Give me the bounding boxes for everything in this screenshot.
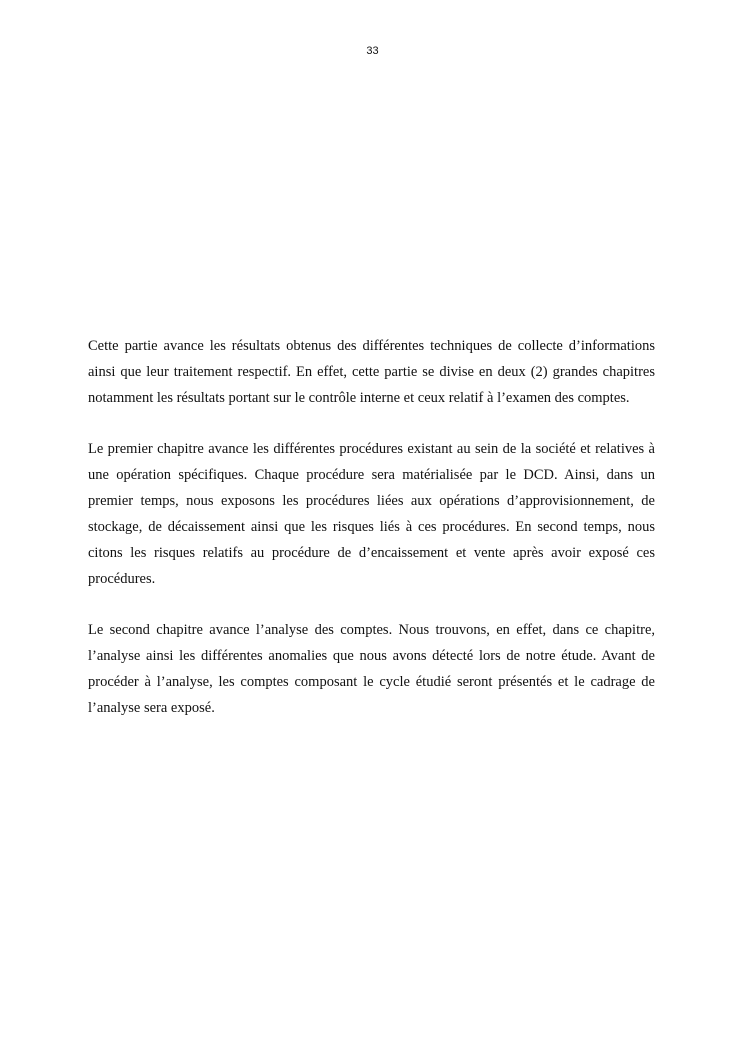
paragraph-second-chapter: Le second chapitre avance l’analyse des comptes. Nous trouvons, en effet, dans ce chapitre, l’analyse ainsi les différentes anomalies que nous avons détecté lors de notre étude. Avant de procéder à l’analyse, les comptes composant le cycle étudié seront présentés et le cadrage de l’analyse sera exposé. [88,622,655,716]
page-number: 33 [366,45,379,57]
document-body [88,333,655,746]
paragraph-intro: Cette partie avance les résultats obtenus des différentes techniques de collecte d’informations ainsi que leur traitement respectif. En effet, cette partie se divise en deux (2) grandes chapitres notamment les résultats portant sur le contrôle interne et ceux relatif à l’examen des comptes. [88,338,655,406]
paragraph-first-chapter: Le premier chapitre avance les différentes procédures existant au sein de la société et relatives à une opération spécifiques. Chaque procédure sera matérialisée par le DCD. Ainsi, dans un premier temps, nous exposons les procédures liées aux opérations d’approvisionnement, de stockage, de décaissement ainsi que les risques liés à ces procédures. En second temps, nous citons les risques relatifs au procédure de d’encaissement et vente après avoir exposé ces procédures. [88,441,655,587]
